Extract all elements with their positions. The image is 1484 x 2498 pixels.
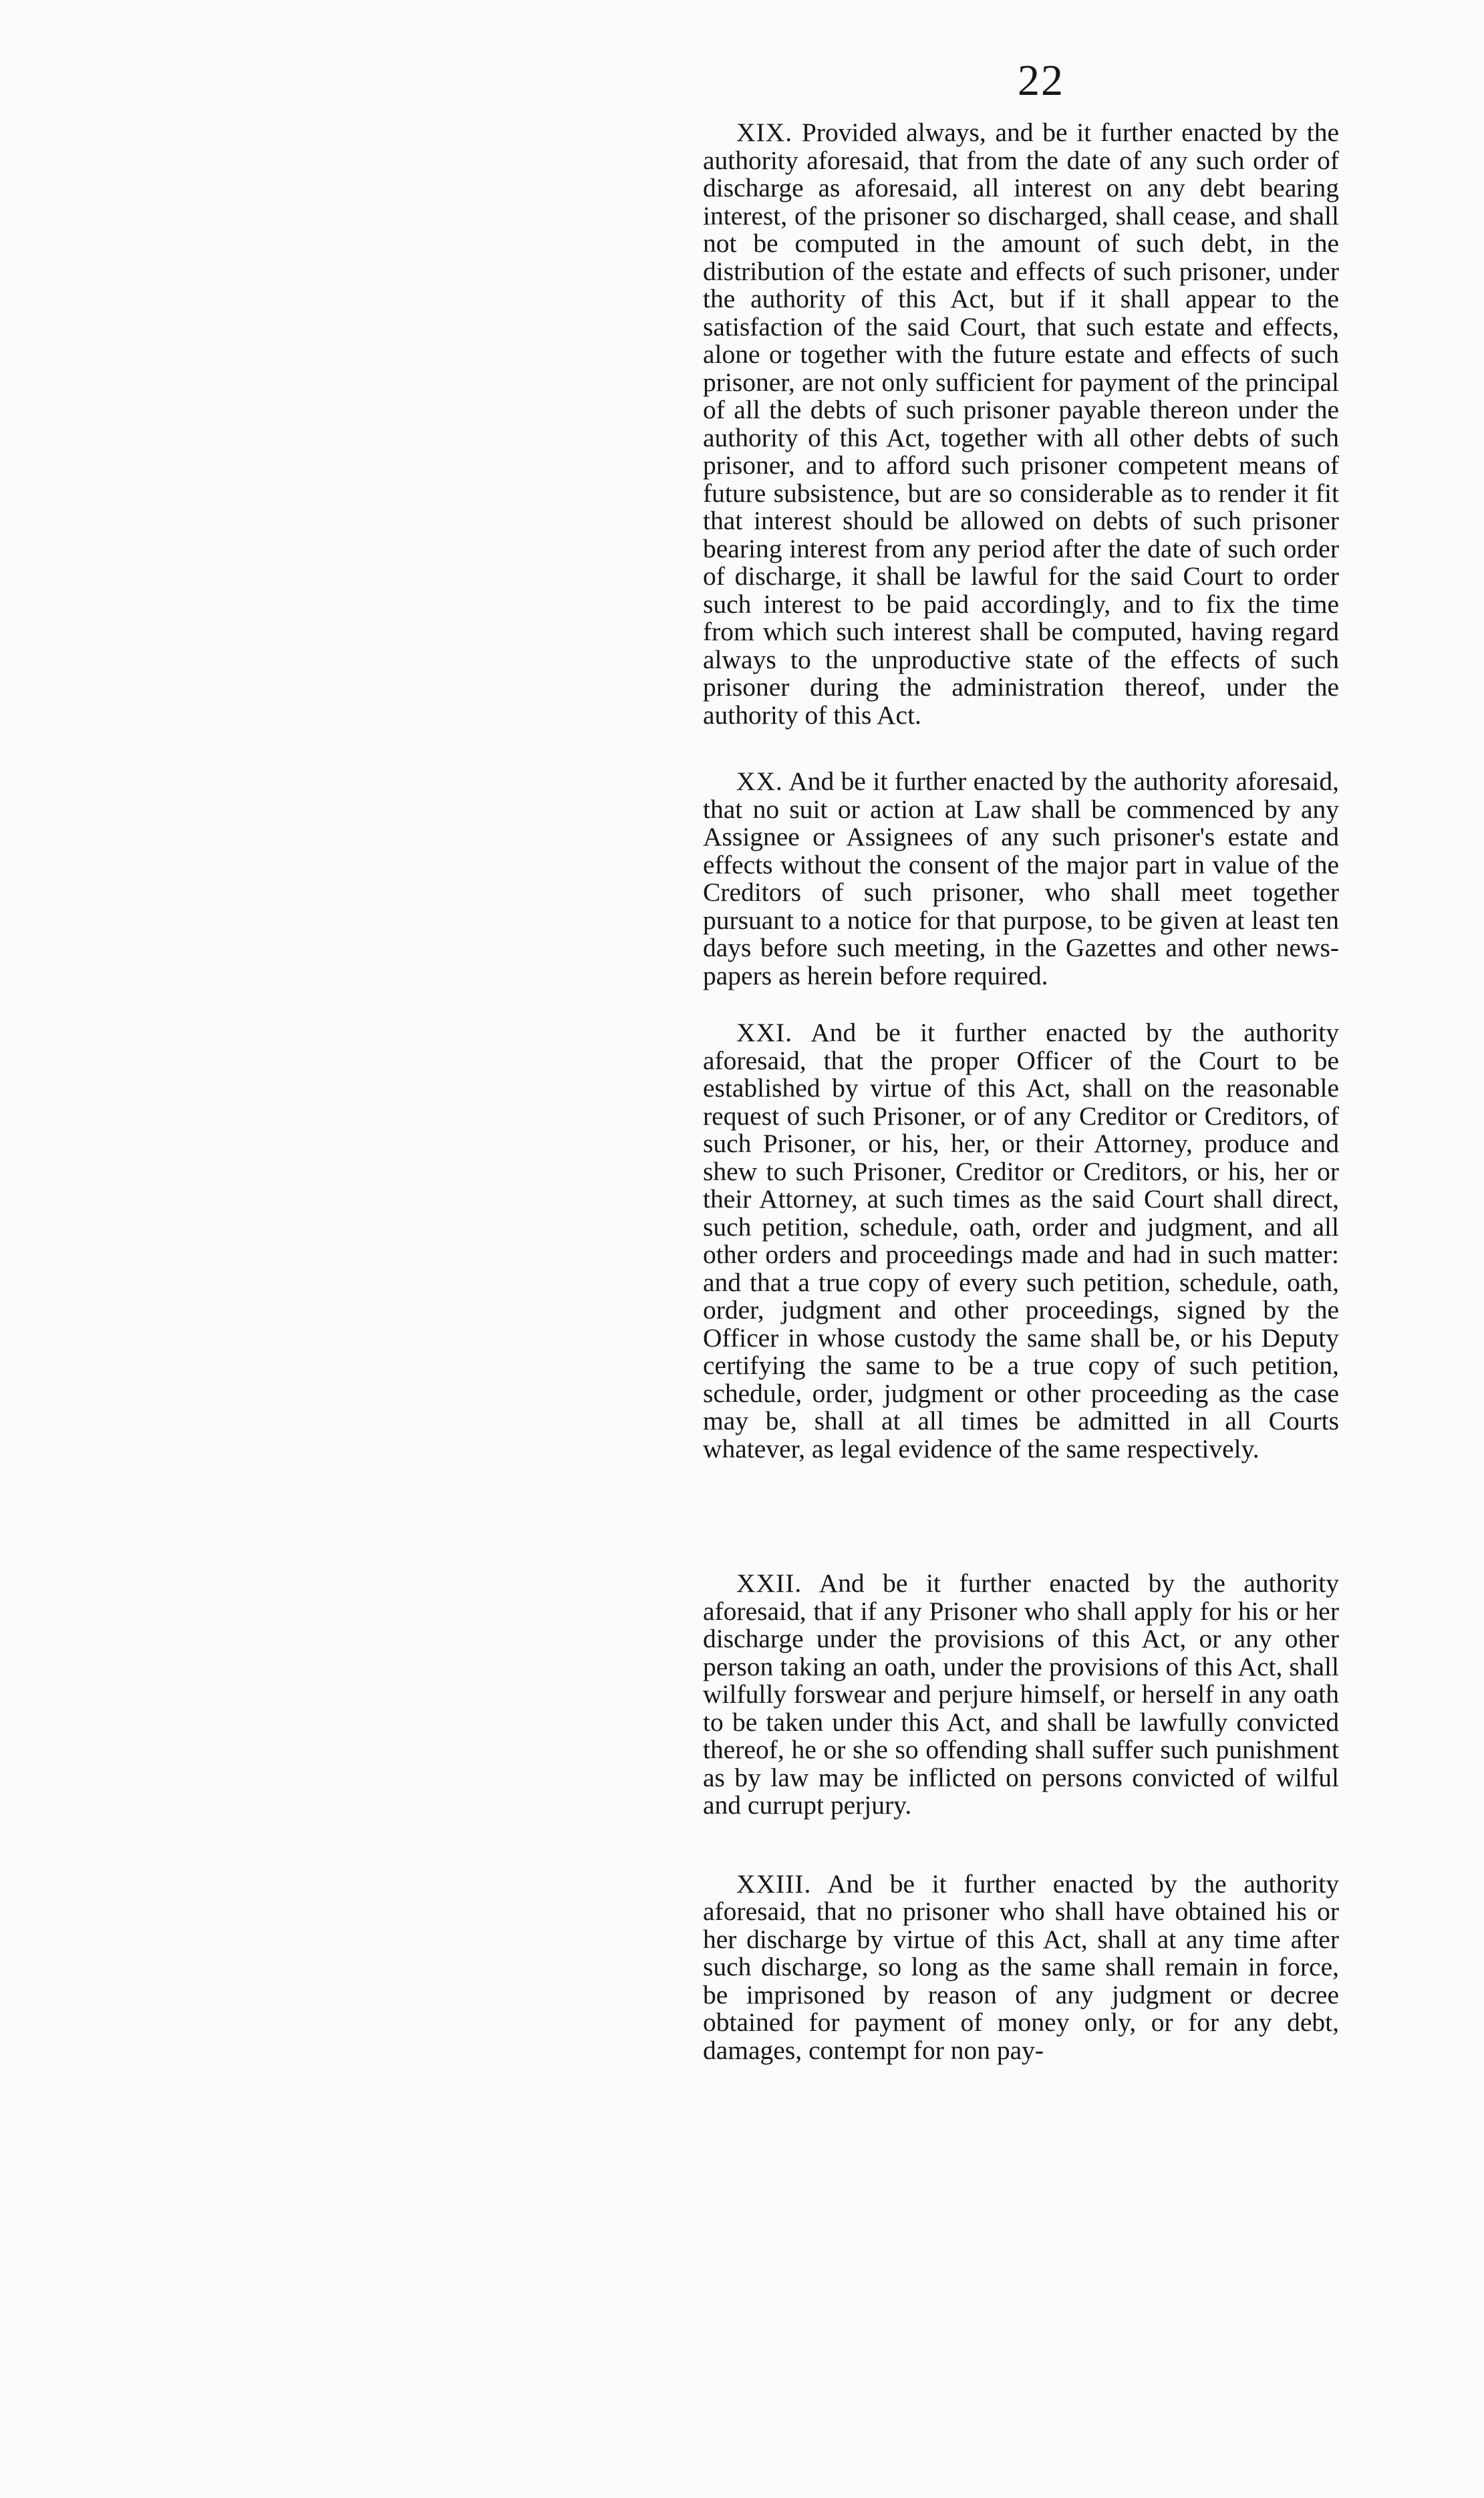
section-text: And be it further enacted by the authority aforesaid, that the proper Officer of the Court to be established by virtue of this Act, shall on the reasonable request of such Prisoner, or of any Creditor or Creditors, of such Prisoner, or his, her, or their Attorney, produce and shew to such Prisoner, Creditor or Creditors, or his, her or their Attorney, at such times as the said Court shall direct, such petition, schedule, oath, order and judgment, and all other orders and proceedings made and had in such matter: and that a true copy of every such petition, schedule, oath, order, judgment and other proceedings, signed by the Officer in whose custody the same shall be, or his Deputy certifying the same to be a true copy of such petition, schedule, order, judgment or other proceeding as the case may be, shall at all times be admitted in all Courts whatever, as legal evidence of the same respectively. — [703, 1018, 1339, 1464]
section-xxi — [703, 1019, 1339, 1463]
section-text: And be it further enacted by the authority aforesaid, that no suit or action at Law shall be commenced by any Assignee or Assignees of any such prisoner's estate and effects without the consent of the major part in value of the Creditors of such prisoner, who shall meet together pursuant to a notice for that purpose, to be given at least ten days before such meeting, in the Gazettes and other news-papers as herein before required. — [703, 767, 1339, 990]
section-number: XXIII. — [736, 1868, 812, 1899]
section-xxiii — [703, 1870, 1339, 2065]
section-number: XIX. — [736, 118, 793, 147]
section-number: XXII. — [736, 1568, 802, 1598]
section-xx — [703, 768, 1339, 990]
page-number: 22 — [1018, 56, 1064, 105]
section-xix — [703, 119, 1339, 729]
section-number: XX. — [736, 767, 783, 796]
section-text: And be it further enacted by the authority aforesaid, that no prisoner who shall have obtained his or her discharge by virtue of this Act, shall at any time after such discharge, so long as the same shall remain in force, be imprisoned by reason of any judgment or decree obtained for payment of money only, or for any debt, damages, contempt for non pay- — [703, 1868, 1339, 2065]
section-xxii — [703, 1570, 1339, 1820]
section-text: Provided always, and be it further enacted by the authority aforesaid, that from the date of any such order of discharge as aforesaid, all interest on any debt bearing interest, of the prisoner so discharged, shall cease, and shall not be computed in the amount of such debt, in the distribution of the estate and effects of such prisoner, under the authority of this Act, but if it shall appear to the satisfaction of the said Court, that such estate and effects, alone or together with the future estate and effects of such prisoner, are not only sufficient for payment of the principal of all the debts of such prisoner payable thereon under the authority of this Act, together with all other debts of such prisoner, and to afford such prisoner competent means of future subsistence, but are so considerable as to render it fit that interest should be allowed on debts of such prisoner bearing interest from any period after the date of such order of discharge, it shall be lawful for the said Court to order such interest to be paid accordingly, and to fix the time from which such interest shall be computed, having regard always to the unproductive state of the effects of such prisoner during the administration thereof, under the authority of this Act. — [703, 118, 1340, 730]
text-column — [703, 119, 1339, 2064]
section-number: XXI. — [736, 1018, 793, 1047]
section-text: And be it further enacted by the authority aforesaid, that if any Prisoner who shall apply for his or her discharge under the provisions of this Act, or any other person taking an oath, under the provisions of this Act, shall wilfully forswear and perjure himself, or herself in any oath to be taken under this Act, and shall be lawfully convicted thereof, he or she so offending shall suffer such punishment as by law may be inflicted on persons convicted of wilful and currupt perjury. — [703, 1568, 1339, 1820]
